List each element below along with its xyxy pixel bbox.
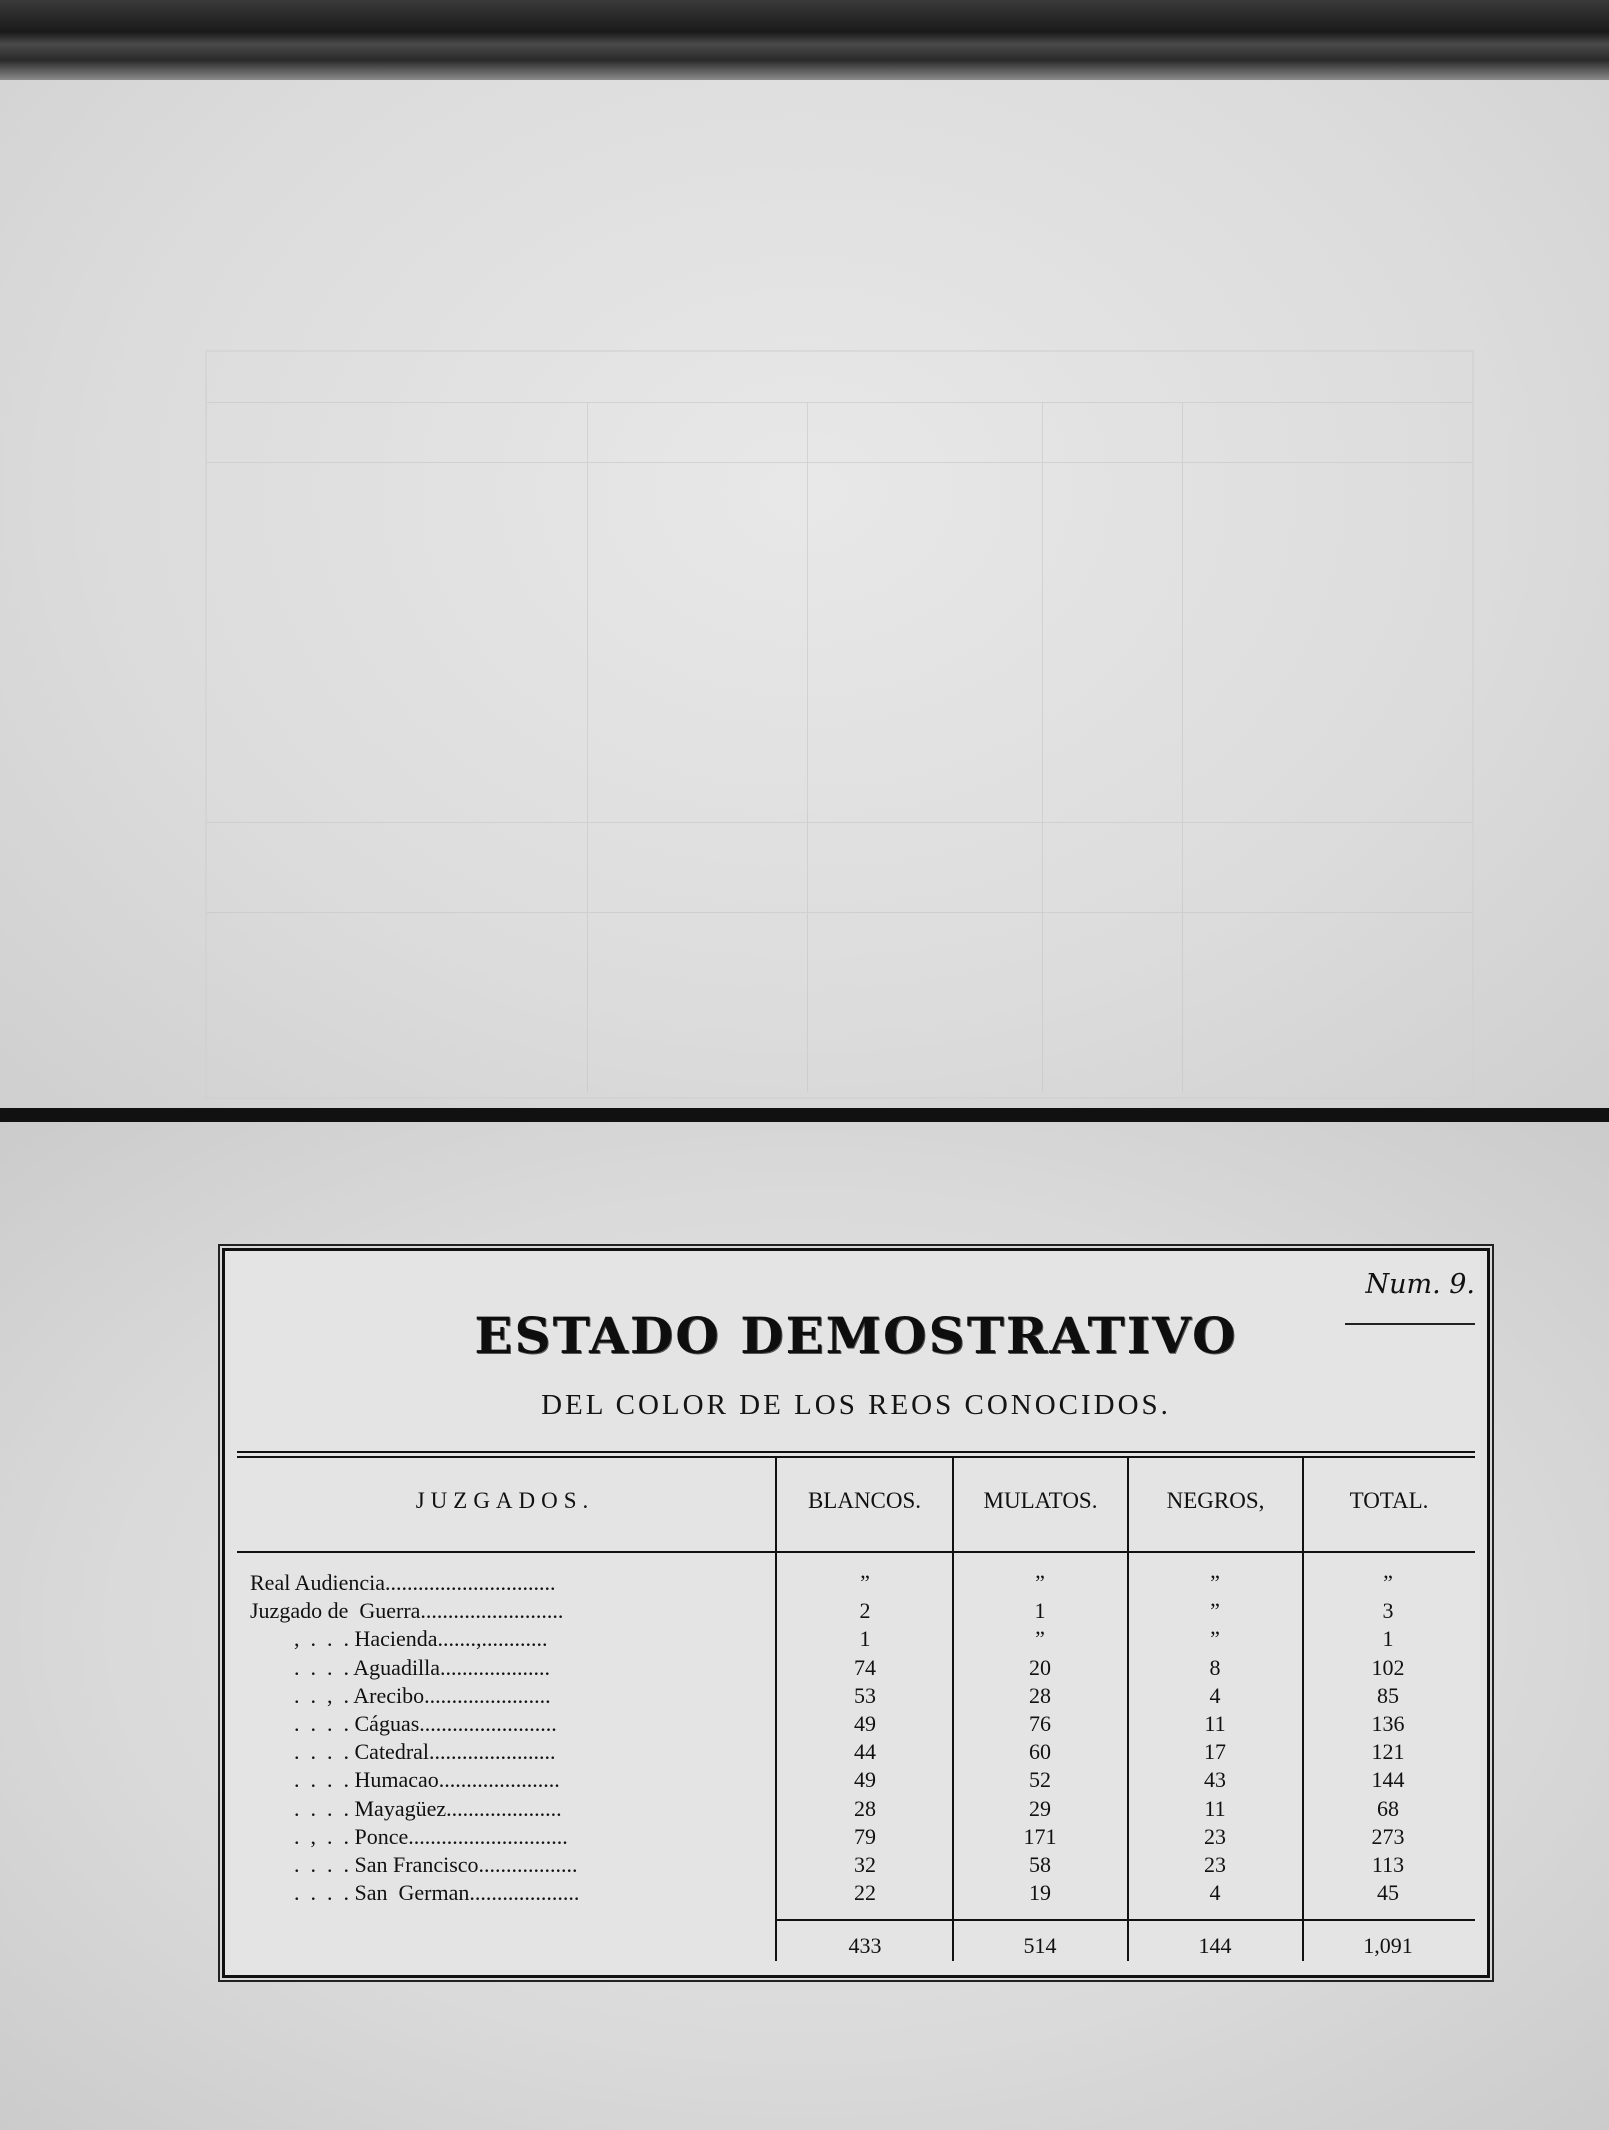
cell-total: ” [1383,1570,1393,1595]
total-mulatos: 514 [1023,1933,1057,1958]
table-row [225,1823,1487,1851]
cell-negros: 8 [1209,1654,1221,1680]
cell-negros: 17 [1204,1739,1226,1765]
total-negros: 144 [1198,1933,1232,1958]
total-blancos: 433 [848,1933,882,1958]
cell-negros: 23 [1204,1823,1226,1849]
cell-blancos: 44 [854,1739,876,1765]
total-total: 1,091 [1363,1933,1413,1958]
cell-negros: ” [1210,1598,1220,1624]
cell-mulatos: 20 [1029,1654,1051,1680]
row-label: Real Audiencia............................... [250,1570,556,1595]
dark-top-band [0,0,1609,80]
rule-top-double [237,1456,1475,1458]
row-label: . . . . Catedral....................... [250,1739,556,1765]
cell-total: 68 [1377,1795,1399,1821]
table-row [225,1625,1487,1653]
table-row [225,1795,1487,1823]
cell-mulatos: 1 [1034,1598,1046,1624]
statistical-table [222,1248,1490,1978]
table-row [225,1766,1487,1794]
cell-total: 121 [1371,1739,1405,1765]
cell-blancos: 1 [859,1626,871,1652]
row-label: . . . . Cáguas......................... [250,1711,557,1736]
table-row [225,1597,1487,1625]
cell-mulatos: ” [1035,1570,1045,1595]
cell-blancos: 49 [854,1711,876,1736]
cell-blancos: 28 [854,1795,876,1821]
table-row [225,1879,1487,1907]
cell-mulatos: 19 [1029,1880,1051,1906]
header-blancos: BLANCOS. [807,1488,922,1513]
row-label: . . . . San German.................... [250,1880,580,1906]
cell-blancos: 22 [854,1880,876,1906]
cell-blancos: ” [860,1570,870,1595]
row-label: . . . . Humacao...................... [250,1767,560,1793]
cell-blancos: 74 [854,1654,876,1680]
page-subtitle: DEL COLOR DE LOS REOS CONOCIDOS. [541,1389,1171,1421]
table-row [225,1654,1487,1682]
cell-total: 113 [1371,1852,1405,1877]
row-label: , . . . Hacienda.......,............ [250,1626,548,1652]
cell-total: 45 [1377,1880,1399,1906]
header-negros: NEGROS, [1166,1488,1265,1513]
totals-row [225,1931,1487,1961]
cell-blancos: 79 [854,1823,876,1849]
cell-mulatos: 52 [1029,1767,1051,1793]
cell-total: 3 [1382,1598,1394,1624]
cell-mulatos: 28 [1029,1682,1051,1708]
cell-blancos: 53 [854,1682,876,1708]
cell-mulatos: 171 [1023,1823,1057,1849]
cell-mulatos: ” [1035,1626,1045,1652]
cell-mulatos: 29 [1029,1795,1051,1821]
rule-totals [775,1919,1475,1921]
page-divider [0,1108,1609,1122]
rule-top [237,1451,1475,1453]
cell-total: 1 [1382,1626,1394,1652]
row-label: Juzgado de Guerra.......................... [250,1598,564,1624]
table-row [225,1738,1487,1766]
table-row [225,1851,1487,1879]
upper-page-bleedthrough [0,80,1609,1110]
row-label: . , . . Ponce............................. [250,1823,568,1849]
header-total: TOTAL. [1349,1488,1429,1513]
table-row [225,1682,1487,1710]
cell-blancos: 32 [854,1852,876,1877]
cell-negros: 4 [1209,1682,1221,1708]
cell-negros: 4 [1209,1880,1221,1906]
table-row [225,1710,1487,1738]
row-label: . . . . Mayagüez..................... [250,1795,562,1821]
cell-total: 85 [1377,1682,1399,1708]
cell-mulatos: 76 [1029,1711,1051,1736]
ghost-table-bleedthrough [205,350,1474,1099]
cell-blancos: 2 [859,1598,871,1624]
page-title: ESTADO DEMOSTRATIVO [474,1306,1238,1365]
header-mulatos: MULATOS. [983,1488,1098,1513]
rule-header [237,1551,1475,1553]
cell-total: 273 [1371,1823,1405,1849]
row-label: . . , . Arecibo....................... [250,1682,551,1708]
cell-total: 102 [1371,1654,1405,1680]
cell-negros: 43 [1204,1767,1226,1793]
cell-total: 144 [1371,1767,1405,1793]
header-juzgados: JUZGADOS. [415,1488,595,1513]
table-row [225,1569,1487,1597]
cell-negros: 11 [1204,1795,1226,1821]
table-number: Num. 9. [1365,1269,1475,1300]
cell-negros: ” [1210,1626,1220,1652]
cell-negros: 23 [1204,1852,1226,1877]
cell-mulatos: 58 [1029,1852,1051,1877]
row-label: . . . . Aguadilla.................... [250,1654,551,1680]
cell-blancos: 49 [854,1767,876,1793]
cell-negros: 11 [1204,1711,1226,1736]
cell-total: 136 [1371,1711,1405,1736]
cell-negros: ” [1210,1570,1220,1595]
row-label: . . . . San Francisco.................. [250,1852,578,1877]
cell-mulatos: 60 [1029,1739,1051,1765]
